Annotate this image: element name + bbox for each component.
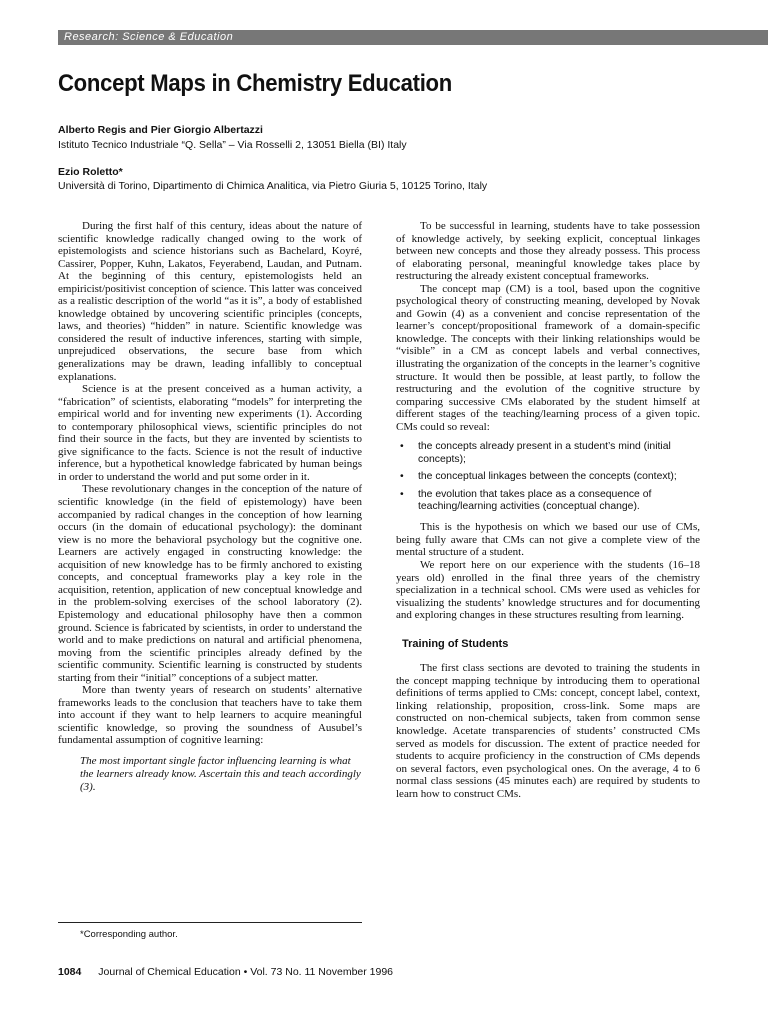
page-number: 1084 [58, 966, 82, 978]
paragraph: More than twenty years of research on students’ alternative frameworks leads to the conclusion that teachers have to take them into account if they want to help learners to acquire meaningful scientific knowledge, so proving the soundness of Ausubel’s fundamental assumption of cognitive learning: [58, 684, 362, 747]
bullet-list [396, 441, 700, 513]
section-label: Research: Science & Education [58, 30, 768, 45]
journal-citation: Journal of Chemical Education • Vol. 73 No. 11 November 1996 [98, 966, 394, 978]
paragraph: This is the hypothesis on which we based our use of CMs, being fully aware that CMs can not give a complete view of the mental structure of a student. [396, 521, 700, 559]
section-heading: Training of Students [402, 637, 509, 650]
corresponding-author: Ezio Roletto* [58, 166, 123, 178]
footnote-divider [58, 922, 362, 923]
list-item: • the concepts already present in a student’s mind (initial concepts); [418, 441, 700, 466]
list-item: • the evolution that takes place as a consequence of teaching/learning activities (conceptual change). [418, 489, 700, 514]
right-column [396, 220, 700, 800]
list-item: • the conceptual linkages between the concepts (context); [418, 471, 700, 483]
paragraph: Science is at the present conceived as a human activity, a “fabrication” of scientists, elaborating “models” for interpreting the empirical world and for inventing new experiments (1). According to contemporary philosophical views, scientific principles do not find their source in the facts, but they are invented by scientists to give significance to the facts. Science is not the result of inductive inference, but a hypothetical knowledge fabricated by human beings in order to understand the world and put some order in it. [58, 383, 362, 483]
page-footer [58, 966, 393, 978]
paragraph: To be successful in learning, students have to take possession of knowledge actively, by seeking explicit, conceptual linkages between new concepts and those they already possess. This process of elaborating personal, meaningful knowledge takes place by restructuring the already existent conceptual frameworks. [396, 220, 700, 283]
left-column [58, 220, 362, 794]
affiliation-1: Istituto Tecnico Industriale “Q. Sella” – Via Rosselli 2, 13051 Biella (BI) Italy [58, 139, 407, 151]
paragraph: The concept map (CM) is a tool, based upon the cognitive psychological theory of constructing meaning, developed by Novak and Gowin (4) as a convenient and concise representation of the learner’s concept/propositional framework of a domain-specific knowledge. The concepts with their linking relationships would be “visible” in a CM as concept labels and verbal connectives, illustrating the organization of the concepts in the learner’s cognitive structure. It would then be possible, at least partly, to follow the restructuring and the evolution of the cognitive structure by comparing successive CMs elaborated by the student himself at different stages of the teaching/learning process of a given topic. CMs could so reveal: [396, 282, 700, 433]
paragraph: During the first half of this century, ideas about the nature of scientific knowledge radically changed owing to the work of epistemologists and science historians such as Bachelard, Koyré, Cassirer, Popper, Kuhn, Lakatos, Feyerabend, Laudan, and Putnam. At the beginning of this century, epistemologists held an empiricist/positivist conception of science. This latter was conceived as a realistic description of the world “as it is”, a body of established knowledge obtained by uncovering scientific principles (concepts, laws, and theories) “hidden” in nature. Scientific knowledge was considered the result of inductive inferences, starting with simple, unprejudiced observations, the secure base from which generalizations may be drawn, leading infallibly to conceptual explanations. [58, 220, 362, 383]
paragraph: These revolutionary changes in the conception of the nature of scientific knowledge (in the field of epistemology) have been accompanied by radical changes in the conception of how learning occurs (in the domain of educational psychology): the dominant view is no more the behavioral psychology but the cognitive one. Learners are actively engaged in constructing knowledge: the acquisition of new knowledge has to be firmly anchored to existing concepts, and conceptual frameworks play a key role in the acquisition, retention, application of new conceptual knowledge and in the problem-solving exercises of the school laboratory (2). Epistemology and educational philosophy have then a common ground. Science is fabricated by scientists, in order to understand the world and to make predictions on natural and artificial phenomena, moving from the scientific principles already defined by the scientific community. Scientific learning is constructed by students starting from their “initial” conceptions of a subject matter. [58, 483, 362, 684]
footnote: *Corresponding author. [80, 929, 178, 940]
paragraph: We report here on our experience with the students (16–18 years old) enrolled in the final three years of the chemistry specialization in a technical school. CMs were used as vehicles for visualizing the students’ knowledge structures and for documenting and exploring changes in these structures resulting from learning. [396, 558, 700, 622]
paragraph: The first class sections are devoted to training the students in the concept mapping technique by introducing them to operational definitions of terms applied to CMs: concept, concept label, context, linking relationship, proposition, cross-link. Some maps are constructed on non-chemical subjects, taken from common sense knowledge. Acetate transparencies of students’ constructed CMs served as models for discussion. The extent of practice needed for students to acquire proficiency in the construction of CMs depends on several factors, even psychological ones. On the average, 4 to 6 normal class sessions (45 minutes each) are required by students to learn how to construct CMs. [396, 662, 700, 800]
article-title: Concept Maps in Chemistry Education [58, 70, 452, 97]
authors-line: Alberto Regis and Pier Giorgio Albertazzi [58, 124, 263, 136]
affiliation-2: Università di Torino, Dipartimento di Chimica Analitica, via Pietro Giuria 5, 10125 Torino, Italy [58, 180, 488, 192]
block-quote: The most important single factor influencing learning is what the learners already know. Ascertain this and teach accordingly (3). [80, 754, 361, 793]
